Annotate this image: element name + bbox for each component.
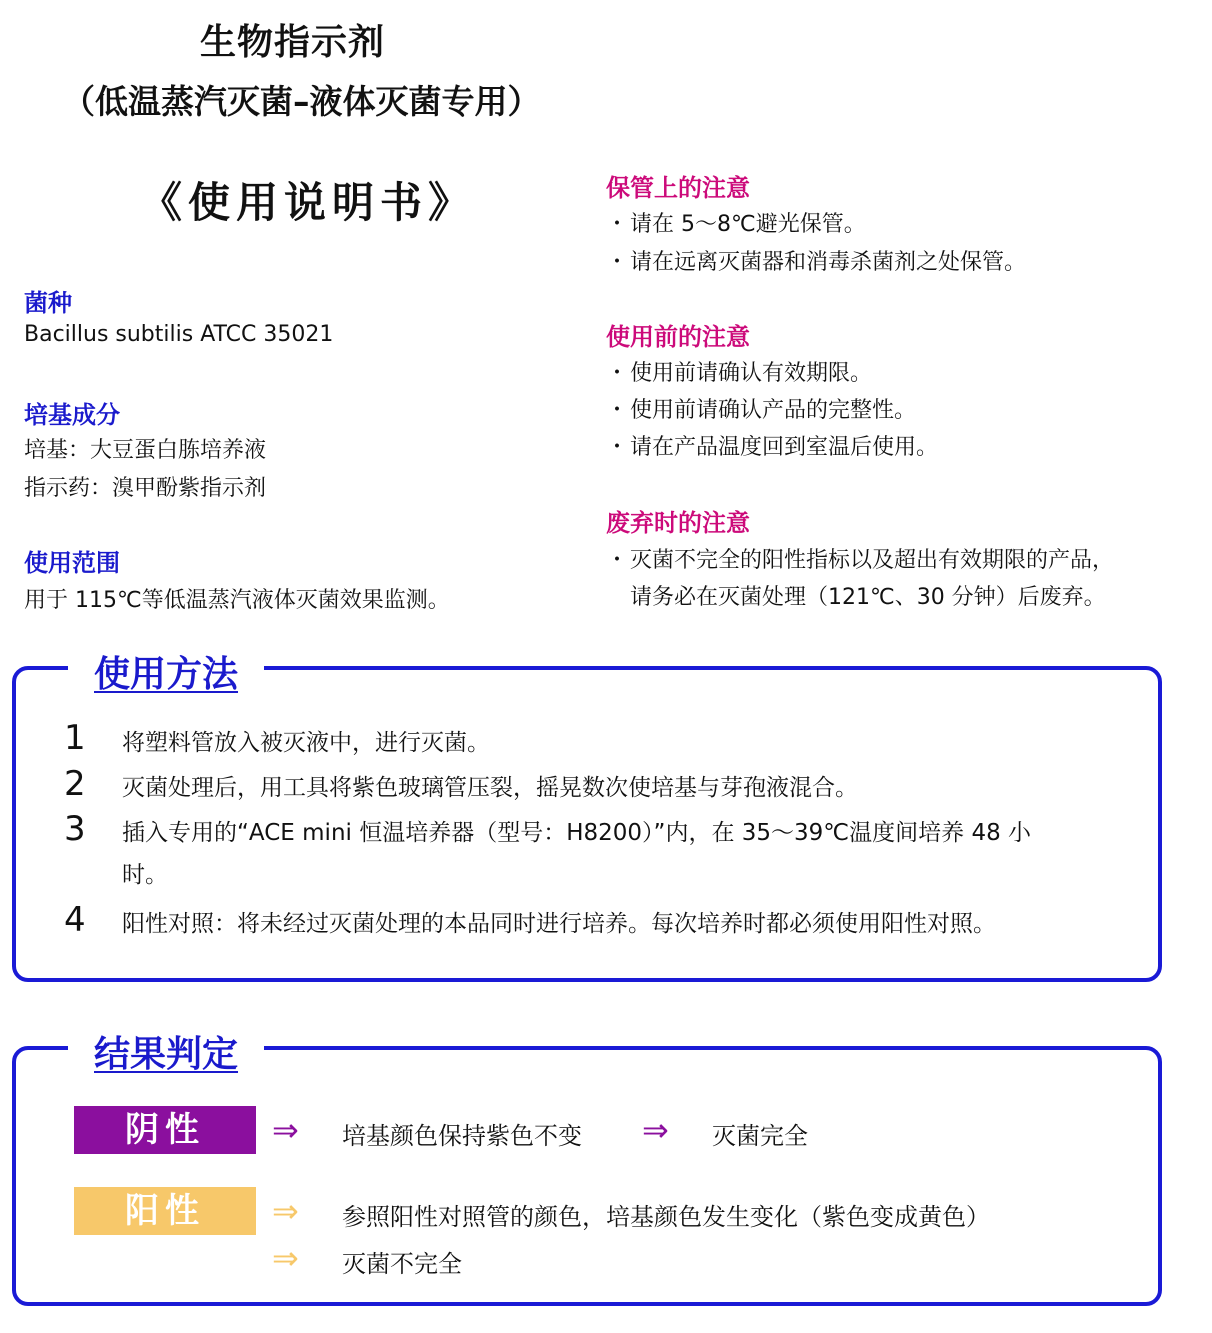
before-use-bullet-2-text: 使用前请确认产品的完整性。: [630, 398, 917, 423]
document-subtitle: （低温蒸汽灭菌–液体灭菌专用）: [62, 82, 541, 121]
storage-bullet-2-text: 请在远离灭菌器和消毒杀菌剂之处保管。: [630, 250, 1027, 275]
usage-title-text: 使用方法: [94, 654, 239, 695]
negative-conclusion-text: 灭菌完全: [712, 1122, 808, 1150]
medium-line-2: 指示药：溴甲酚紫指示剂: [24, 476, 267, 501]
bullet-dot: ・: [606, 361, 629, 386]
before-use-heading: 使用前的注意: [606, 323, 750, 351]
step-3-text: 插入专用的“ACE mini 恒温培养器（型号：H8200）”内，在 35～39℃温度间培养 48 小: [122, 820, 1032, 846]
disposal-bullet-line-2: 请务必在灭菌处理（121℃、30 分钟）后废弃。: [630, 585, 1106, 610]
disposal-bullet-line-1: 灭菌不完全的阳性指标以及超出有效期限的产品，: [630, 548, 1115, 573]
document-title: 生物指示剂: [200, 22, 386, 63]
result-frame: [12, 1046, 1162, 1306]
storage-bullet-1-text: 请在 5～8℃避光保管。: [630, 212, 866, 237]
bullet-dot: ・: [606, 435, 629, 460]
step-1-text: 将塑料管放入被灭液中，进行灭菌。: [122, 730, 490, 756]
positive-result-text: 参照阳性对照管的颜色，培基颜色发生变化（紫色变成黄色）: [342, 1203, 990, 1231]
scope-heading: 使用范围: [24, 549, 120, 577]
step-3-number: 3: [64, 809, 86, 849]
positive-badge: 阳性: [74, 1187, 256, 1235]
arrow-icon: ⇒: [642, 1111, 669, 1149]
arrow-icon: ⇒: [272, 1192, 299, 1230]
arrow-icon: ⇒: [272, 1239, 299, 1277]
step-4-text: 阳性对照：将未经过灭菌处理的本品同时进行培养。每次培养时都必须使用阳性对照。: [122, 911, 996, 937]
before-use-bullet-3-text: 请在产品温度回到室温后使用。: [630, 435, 939, 460]
arrow-icon: ⇒: [272, 1111, 299, 1149]
disposal-heading: 废弃时的注意: [606, 509, 750, 537]
before-use-bullet-1-text: 使用前请确认有效期限。: [630, 361, 873, 386]
step-2-text: 灭菌处理后，用工具将紫色玻璃管压裂，摇晃数次使培基与芽孢液混合。: [122, 775, 858, 801]
storage-heading: 保管上的注意: [606, 174, 750, 202]
step-3-text-cont: 时。: [122, 862, 168, 888]
bullet-dot: ・: [606, 398, 629, 423]
negative-result-text: 培基颜色保持紫色不变: [342, 1122, 582, 1150]
bullet-dot: ・: [606, 548, 629, 573]
manual-title: 《使用说明书》: [140, 178, 477, 227]
step-4-number: 4: [64, 900, 86, 940]
step-1-number: 1: [64, 718, 86, 758]
positive-conclusion-text: 灭菌不完全: [342, 1250, 462, 1278]
scope-text: 用于 115℃等低温蒸汽液体灭菌效果监测。: [24, 588, 450, 613]
usage-title: [68, 646, 264, 697]
step-2-number: 2: [64, 764, 86, 804]
strain-heading: 菌种: [24, 289, 72, 317]
bullet-dot: ・: [606, 212, 629, 237]
negative-badge: 阴性: [74, 1106, 256, 1154]
medium-heading: 培基成分: [24, 401, 120, 429]
result-title-text: 结果判定: [94, 1034, 239, 1075]
bullet-dot: ・: [606, 250, 629, 275]
strain-text: Bacillus subtilis ATCC 35021: [24, 322, 334, 347]
medium-line-1: 培基：大豆蛋白胨培养液: [24, 438, 267, 463]
result-title: [68, 1026, 264, 1077]
